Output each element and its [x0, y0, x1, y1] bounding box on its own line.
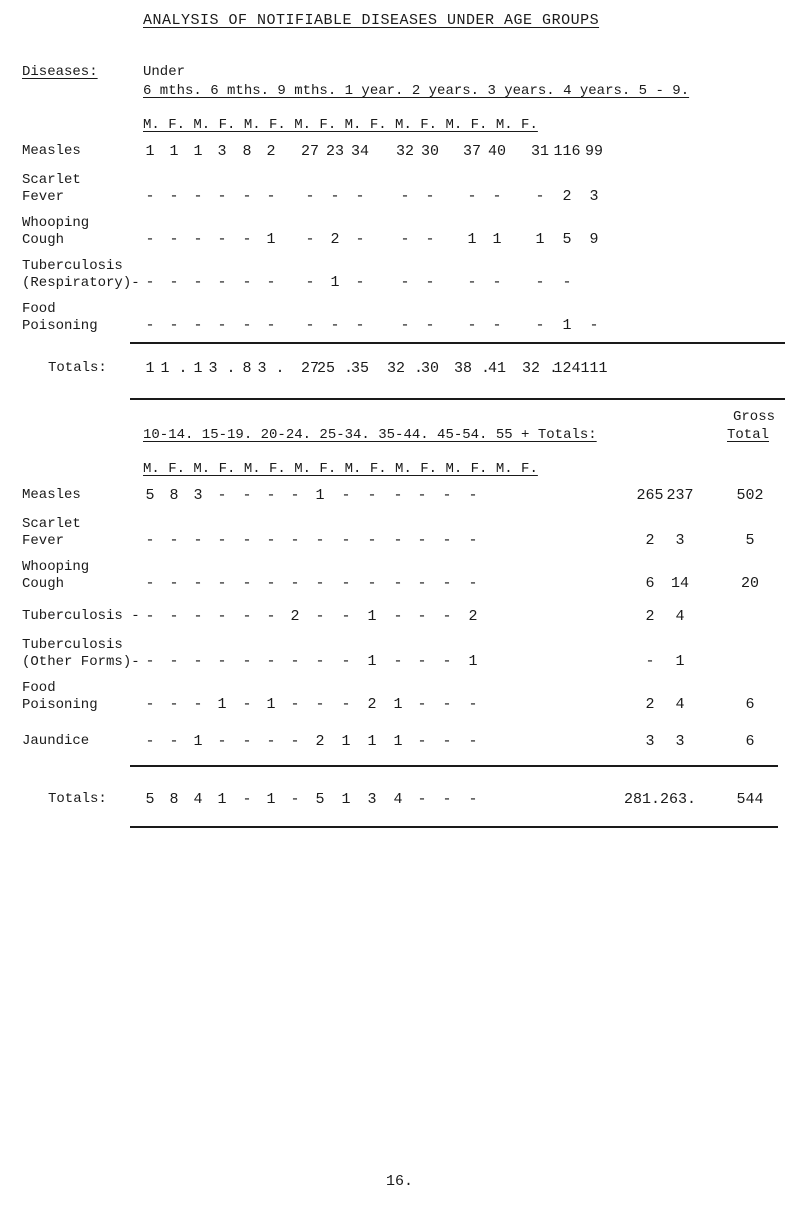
- table1-cell: -: [242, 274, 252, 291]
- table1-cell: -: [467, 188, 477, 205]
- table1-cell: -: [589, 317, 599, 334]
- table1-cell: -: [535, 188, 545, 205]
- table1-cell: 116: [553, 143, 581, 160]
- table2-cell: -: [341, 532, 351, 549]
- table1-cell: -: [400, 317, 410, 334]
- table1-cell: -: [217, 231, 227, 248]
- table2-cell: 3: [645, 733, 655, 750]
- table2-total-cell: 5: [315, 791, 325, 808]
- table2-cell: 1: [217, 696, 227, 713]
- table2-cell: -: [315, 532, 325, 549]
- table1-total-cell: 38 .: [453, 360, 490, 377]
- table2-cell: -: [266, 608, 276, 625]
- table2-cell: -: [193, 608, 203, 625]
- table2-cell: -: [417, 532, 427, 549]
- table2-bottom-rule: [130, 826, 778, 828]
- table2-cell: -: [145, 532, 155, 549]
- table2-cell: 6: [645, 575, 655, 592]
- table1-cell: -: [535, 317, 545, 334]
- table1-cell: -: [400, 231, 410, 248]
- table1-bottom-rule: [130, 398, 785, 400]
- table1-cell: 1: [467, 231, 477, 248]
- table2-cell: 14: [670, 575, 689, 592]
- table1-cell: 5: [562, 231, 572, 248]
- table2-total-cell: 8: [169, 791, 179, 808]
- table2-total-cell: 281.263.: [623, 791, 696, 808]
- table1-cell: -: [242, 317, 252, 334]
- table2-cell: -: [217, 733, 227, 750]
- table2-cell: -: [169, 575, 179, 592]
- table2-cell: -: [217, 532, 227, 549]
- table1-cell: -: [193, 231, 203, 248]
- table1-cell: -: [217, 274, 227, 291]
- table2-cell: -: [290, 532, 300, 549]
- table2-cell: -: [193, 653, 203, 670]
- table2-cell: 4: [675, 696, 685, 713]
- table2-cell: -: [367, 575, 377, 592]
- table1-row-label: Measles: [22, 143, 81, 159]
- table2-cell: 1: [367, 653, 377, 670]
- table2-cell: -: [645, 653, 655, 670]
- table1-cell: -: [145, 317, 155, 334]
- table2-cell: -: [468, 575, 478, 592]
- table2-cell: -: [417, 653, 427, 670]
- table2-cell: 5: [745, 532, 755, 549]
- table2-cell: -: [417, 608, 427, 625]
- table2-cell: -: [417, 733, 427, 750]
- table1-cell: -: [425, 231, 435, 248]
- table1-cell: -: [145, 231, 155, 248]
- table2-cell: -: [442, 733, 452, 750]
- table2-cell: -: [315, 696, 325, 713]
- table2-cell: 3: [193, 487, 203, 504]
- table2-cell: 6: [745, 696, 755, 713]
- table2-row-label: Food Poisoning: [22, 680, 98, 713]
- table2-cell: -: [393, 532, 403, 549]
- table2-cell: -: [442, 487, 452, 504]
- table2-cell: -: [341, 608, 351, 625]
- table1-cell: 1: [266, 231, 276, 248]
- table2-cell: 265: [636, 487, 664, 504]
- table2-cell: -: [193, 575, 203, 592]
- table1-sex-header: M. F. M. F. M. F. M. F. M. F. M. F. M. F. M. F.: [143, 117, 538, 133]
- table1-cell: -: [266, 188, 276, 205]
- table2-cell: -: [145, 653, 155, 670]
- table1-total-cell: 35: [350, 360, 369, 377]
- table2-cell: -: [217, 487, 227, 504]
- table1-cell: 2: [562, 188, 572, 205]
- table2-cell: -: [217, 653, 227, 670]
- table2-row-label: Measles: [22, 487, 81, 503]
- table2-cell: -: [442, 575, 452, 592]
- table2-cell: -: [290, 487, 300, 504]
- table2-row-label: Whooping Cough: [22, 559, 90, 592]
- table2-cell: 2: [290, 608, 300, 625]
- table1-total-cell: 32 .: [386, 360, 423, 377]
- table1-cell: 3: [217, 143, 227, 160]
- table1-cell: -: [425, 317, 435, 334]
- table2-cell: -: [341, 487, 351, 504]
- table2-cell: -: [290, 696, 300, 713]
- table1-cell: -: [266, 274, 276, 291]
- table1-cell: -: [305, 274, 315, 291]
- table1-cell: 37: [462, 143, 481, 160]
- table2-cell: 1: [367, 608, 377, 625]
- table1-cell: -: [169, 317, 179, 334]
- table1-total-cell: 41: [487, 360, 506, 377]
- table2-cell: -: [217, 608, 227, 625]
- table1-cell: -: [535, 274, 545, 291]
- table2-total-cell: -: [242, 791, 252, 808]
- table1-cell: -: [562, 274, 572, 291]
- table2-cell: 20: [740, 575, 759, 592]
- table1-cell: 32: [395, 143, 414, 160]
- table2-cell: -: [442, 532, 452, 549]
- table2-cell: 1: [315, 487, 325, 504]
- table2-cell: -: [367, 487, 377, 504]
- table1-cell: 1: [562, 317, 572, 334]
- table2-cell: 2: [645, 696, 655, 713]
- table1-total-cell: 25 .: [316, 360, 353, 377]
- table1-cell: -: [355, 188, 365, 205]
- table2-cell: 4: [675, 608, 685, 625]
- table1-total-cell: 3 .: [257, 360, 285, 377]
- table2-cell: -: [341, 653, 351, 670]
- table2-total-cell: -: [468, 791, 478, 808]
- table1-cell: 1: [330, 274, 340, 291]
- table2-cell: -: [468, 733, 478, 750]
- table2-cell: -: [315, 575, 325, 592]
- table2-cell: 1: [341, 733, 351, 750]
- table2-cell: -: [442, 696, 452, 713]
- table2-sex-header: M. F. M. F. M. F. M. F. M. F. M. F. M. F. M. F.: [143, 461, 538, 477]
- table1-cell: 34: [350, 143, 369, 160]
- table2-total-cell: -: [417, 791, 427, 808]
- table1-cell: -: [305, 317, 315, 334]
- table1-total-cell: 3 .: [208, 360, 236, 377]
- table2-cell: -: [266, 733, 276, 750]
- table1-cell: 27: [300, 143, 319, 160]
- table2-row-label: Jaundice: [22, 733, 90, 749]
- table2-cell: 237: [666, 487, 694, 504]
- table1-cell: 3: [589, 188, 599, 205]
- table1-cell: -: [400, 188, 410, 205]
- under-label: Under: [143, 64, 186, 80]
- table1-cell: 1: [535, 231, 545, 248]
- table1-cell: 23: [325, 143, 344, 160]
- table2-total-cell: 4: [393, 791, 403, 808]
- table2-cell: 3: [675, 733, 685, 750]
- table2-cell: -: [145, 696, 155, 713]
- table1-totals-rule: [130, 342, 785, 344]
- table2-age-header: 10-14. 15-19. 20-24. 25-34. 35-44. 45-54. 55 + Totals:: [143, 427, 597, 443]
- table2-cell: -: [442, 608, 452, 625]
- table1-total-cell: 32 .: [521, 360, 558, 377]
- table2-cell: -: [266, 532, 276, 549]
- table2-cell: -: [193, 532, 203, 549]
- table2-cell: -: [341, 696, 351, 713]
- table2-cell: 1: [193, 733, 203, 750]
- table1-cell: 30: [420, 143, 439, 160]
- table1-cell: -: [467, 274, 477, 291]
- table2-cell: -: [145, 733, 155, 750]
- table1-cell: 31: [530, 143, 549, 160]
- table2-cell: -: [468, 532, 478, 549]
- table2-cell: -: [242, 487, 252, 504]
- table1-cell: -: [266, 317, 276, 334]
- table2-cell: -: [242, 653, 252, 670]
- table2-cell: 1: [393, 696, 403, 713]
- table2-cell: -: [468, 696, 478, 713]
- table2-cell: 2: [367, 696, 377, 713]
- table2-cell: -: [169, 653, 179, 670]
- table2-row-label: Tuberculosis (Other Forms)-: [22, 637, 140, 670]
- table1-cell: 99: [584, 143, 603, 160]
- table1-cell: -: [492, 317, 502, 334]
- table2-total-cell: 4: [193, 791, 203, 808]
- table1-cell: -: [355, 274, 365, 291]
- table1-cell: -: [355, 231, 365, 248]
- page-title: ANALYSIS OF NOTIFIABLE DISEASES UNDER AGE GROUPS: [143, 12, 600, 29]
- table2-cell: -: [193, 696, 203, 713]
- table2-row-label: Scarlet Fever: [22, 516, 81, 549]
- table2-cell: -: [266, 653, 276, 670]
- table1-row-label: Scarlet Fever: [22, 172, 81, 205]
- table2-cell: -: [290, 733, 300, 750]
- table1-cell: -: [425, 274, 435, 291]
- table2-total-cell: 5: [145, 791, 155, 808]
- table1-total-cell: 111: [580, 360, 608, 377]
- table2-cell: -: [242, 575, 252, 592]
- table2-cell: 1: [393, 733, 403, 750]
- table2-cell: -: [417, 575, 427, 592]
- table2-cell: -: [290, 653, 300, 670]
- table2-cell: -: [169, 532, 179, 549]
- table2-cell: 3: [675, 532, 685, 549]
- table1-cell: -: [492, 274, 502, 291]
- table1-cell: -: [193, 274, 203, 291]
- table2-cell: -: [341, 575, 351, 592]
- table2-cell: -: [169, 608, 179, 625]
- page-number: 16.: [386, 1173, 414, 1190]
- table2-cell: -: [169, 733, 179, 750]
- table2-cell: -: [242, 608, 252, 625]
- table1-row-label: Food Poisoning: [22, 301, 98, 334]
- table2-cell: 2: [315, 733, 325, 750]
- table1-cell: -: [330, 188, 340, 205]
- table2-cell: 8: [169, 487, 179, 504]
- table2-total-cell: 1: [217, 791, 227, 808]
- table2-cell: -: [367, 532, 377, 549]
- table1-cell: -: [193, 317, 203, 334]
- table1-age-header: 6 mths. 6 mths. 9 mths. 1 year. 2 years. 3 years. 4 years. 5 - 9.: [143, 83, 690, 99]
- table1-row-label: Tuberculosis (Respiratory)-: [22, 258, 140, 291]
- table1-total-cell: 8: [242, 360, 252, 377]
- table2-cell: -: [242, 532, 252, 549]
- table1-cell: -: [330, 317, 340, 334]
- table1-total-cell: 1 .: [160, 360, 188, 377]
- table1-total-cell: 1: [145, 360, 155, 377]
- table2-totals-rule: [130, 765, 778, 767]
- table2-cell: -: [145, 575, 155, 592]
- table2-cell: -: [315, 653, 325, 670]
- table2-cell: 1: [468, 653, 478, 670]
- table2-cell: -: [169, 696, 179, 713]
- table2-cell: -: [315, 608, 325, 625]
- table2-totals-label: Totals:: [48, 791, 107, 807]
- table1-cell: 9: [589, 231, 599, 248]
- table2-cell: -: [417, 487, 427, 504]
- table2-row-label: Tuberculosis -: [22, 608, 140, 624]
- table1-cell: -: [169, 274, 179, 291]
- table1-cell: -: [425, 188, 435, 205]
- table1-cell: -: [193, 188, 203, 205]
- table2-cell: 502: [736, 487, 764, 504]
- table1-cell: -: [169, 231, 179, 248]
- table2-cell: -: [393, 487, 403, 504]
- table2-cell: -: [242, 696, 252, 713]
- table1-total-cell: 27: [300, 360, 319, 377]
- table1-cell: -: [145, 188, 155, 205]
- table2-cell: -: [468, 487, 478, 504]
- table1-cell: 2: [266, 143, 276, 160]
- table1-cell: -: [217, 188, 227, 205]
- table2-total-cell: 544: [736, 791, 764, 808]
- table1-cell: -: [169, 188, 179, 205]
- table1-cell: -: [242, 188, 252, 205]
- table2-cell: -: [266, 487, 276, 504]
- table2-cell: -: [266, 575, 276, 592]
- table1-cell: -: [305, 231, 315, 248]
- table2-cell: 1: [266, 696, 276, 713]
- table2-cell: -: [393, 608, 403, 625]
- table2-cell: 1: [367, 733, 377, 750]
- table1-cell: -: [145, 274, 155, 291]
- table1-cell: -: [305, 188, 315, 205]
- table1-cell: 40: [487, 143, 506, 160]
- table2-total-cell: 3: [367, 791, 377, 808]
- table1-cell: 1: [145, 143, 155, 160]
- table2-cell: 1: [675, 653, 685, 670]
- table2-total-cell: 1: [341, 791, 351, 808]
- table1-total-cell: 30: [420, 360, 439, 377]
- table1-totals-label: Totals:: [48, 360, 107, 376]
- table1-row-label: Whooping Cough: [22, 215, 90, 248]
- table2-cell: -: [217, 575, 227, 592]
- table1-cell: -: [400, 274, 410, 291]
- gross-label: Gross: [733, 409, 776, 425]
- table2-total-cell: -: [290, 791, 300, 808]
- table1-cell: 8: [242, 143, 252, 160]
- table1-total-cell: 124: [553, 360, 581, 377]
- gross-total-label: Total: [727, 427, 770, 443]
- table2-cell: -: [290, 575, 300, 592]
- table2-cell: 2: [645, 532, 655, 549]
- table2-cell: -: [417, 696, 427, 713]
- table1-cell: 1: [492, 231, 502, 248]
- table2-cell: -: [442, 653, 452, 670]
- table1-cell: 1: [169, 143, 179, 160]
- table1-cell: -: [217, 317, 227, 334]
- table2-total-cell: -: [442, 791, 452, 808]
- table1-total-cell: 1: [193, 360, 203, 377]
- table1-cell: -: [242, 231, 252, 248]
- diseases-label: Diseases:: [22, 64, 98, 80]
- table2-cell: 2: [468, 608, 478, 625]
- table2-cell: -: [393, 653, 403, 670]
- table1-cell: 1: [193, 143, 203, 160]
- table1-cell: 2: [330, 231, 340, 248]
- table2-cell: 2: [645, 608, 655, 625]
- table2-cell: -: [145, 608, 155, 625]
- table1-cell: -: [355, 317, 365, 334]
- table2-cell: -: [393, 575, 403, 592]
- table2-cell: 5: [145, 487, 155, 504]
- table2-cell: 6: [745, 733, 755, 750]
- table2-cell: -: [242, 733, 252, 750]
- table1-cell: -: [492, 188, 502, 205]
- table1-cell: -: [467, 317, 477, 334]
- table2-total-cell: 1: [266, 791, 276, 808]
